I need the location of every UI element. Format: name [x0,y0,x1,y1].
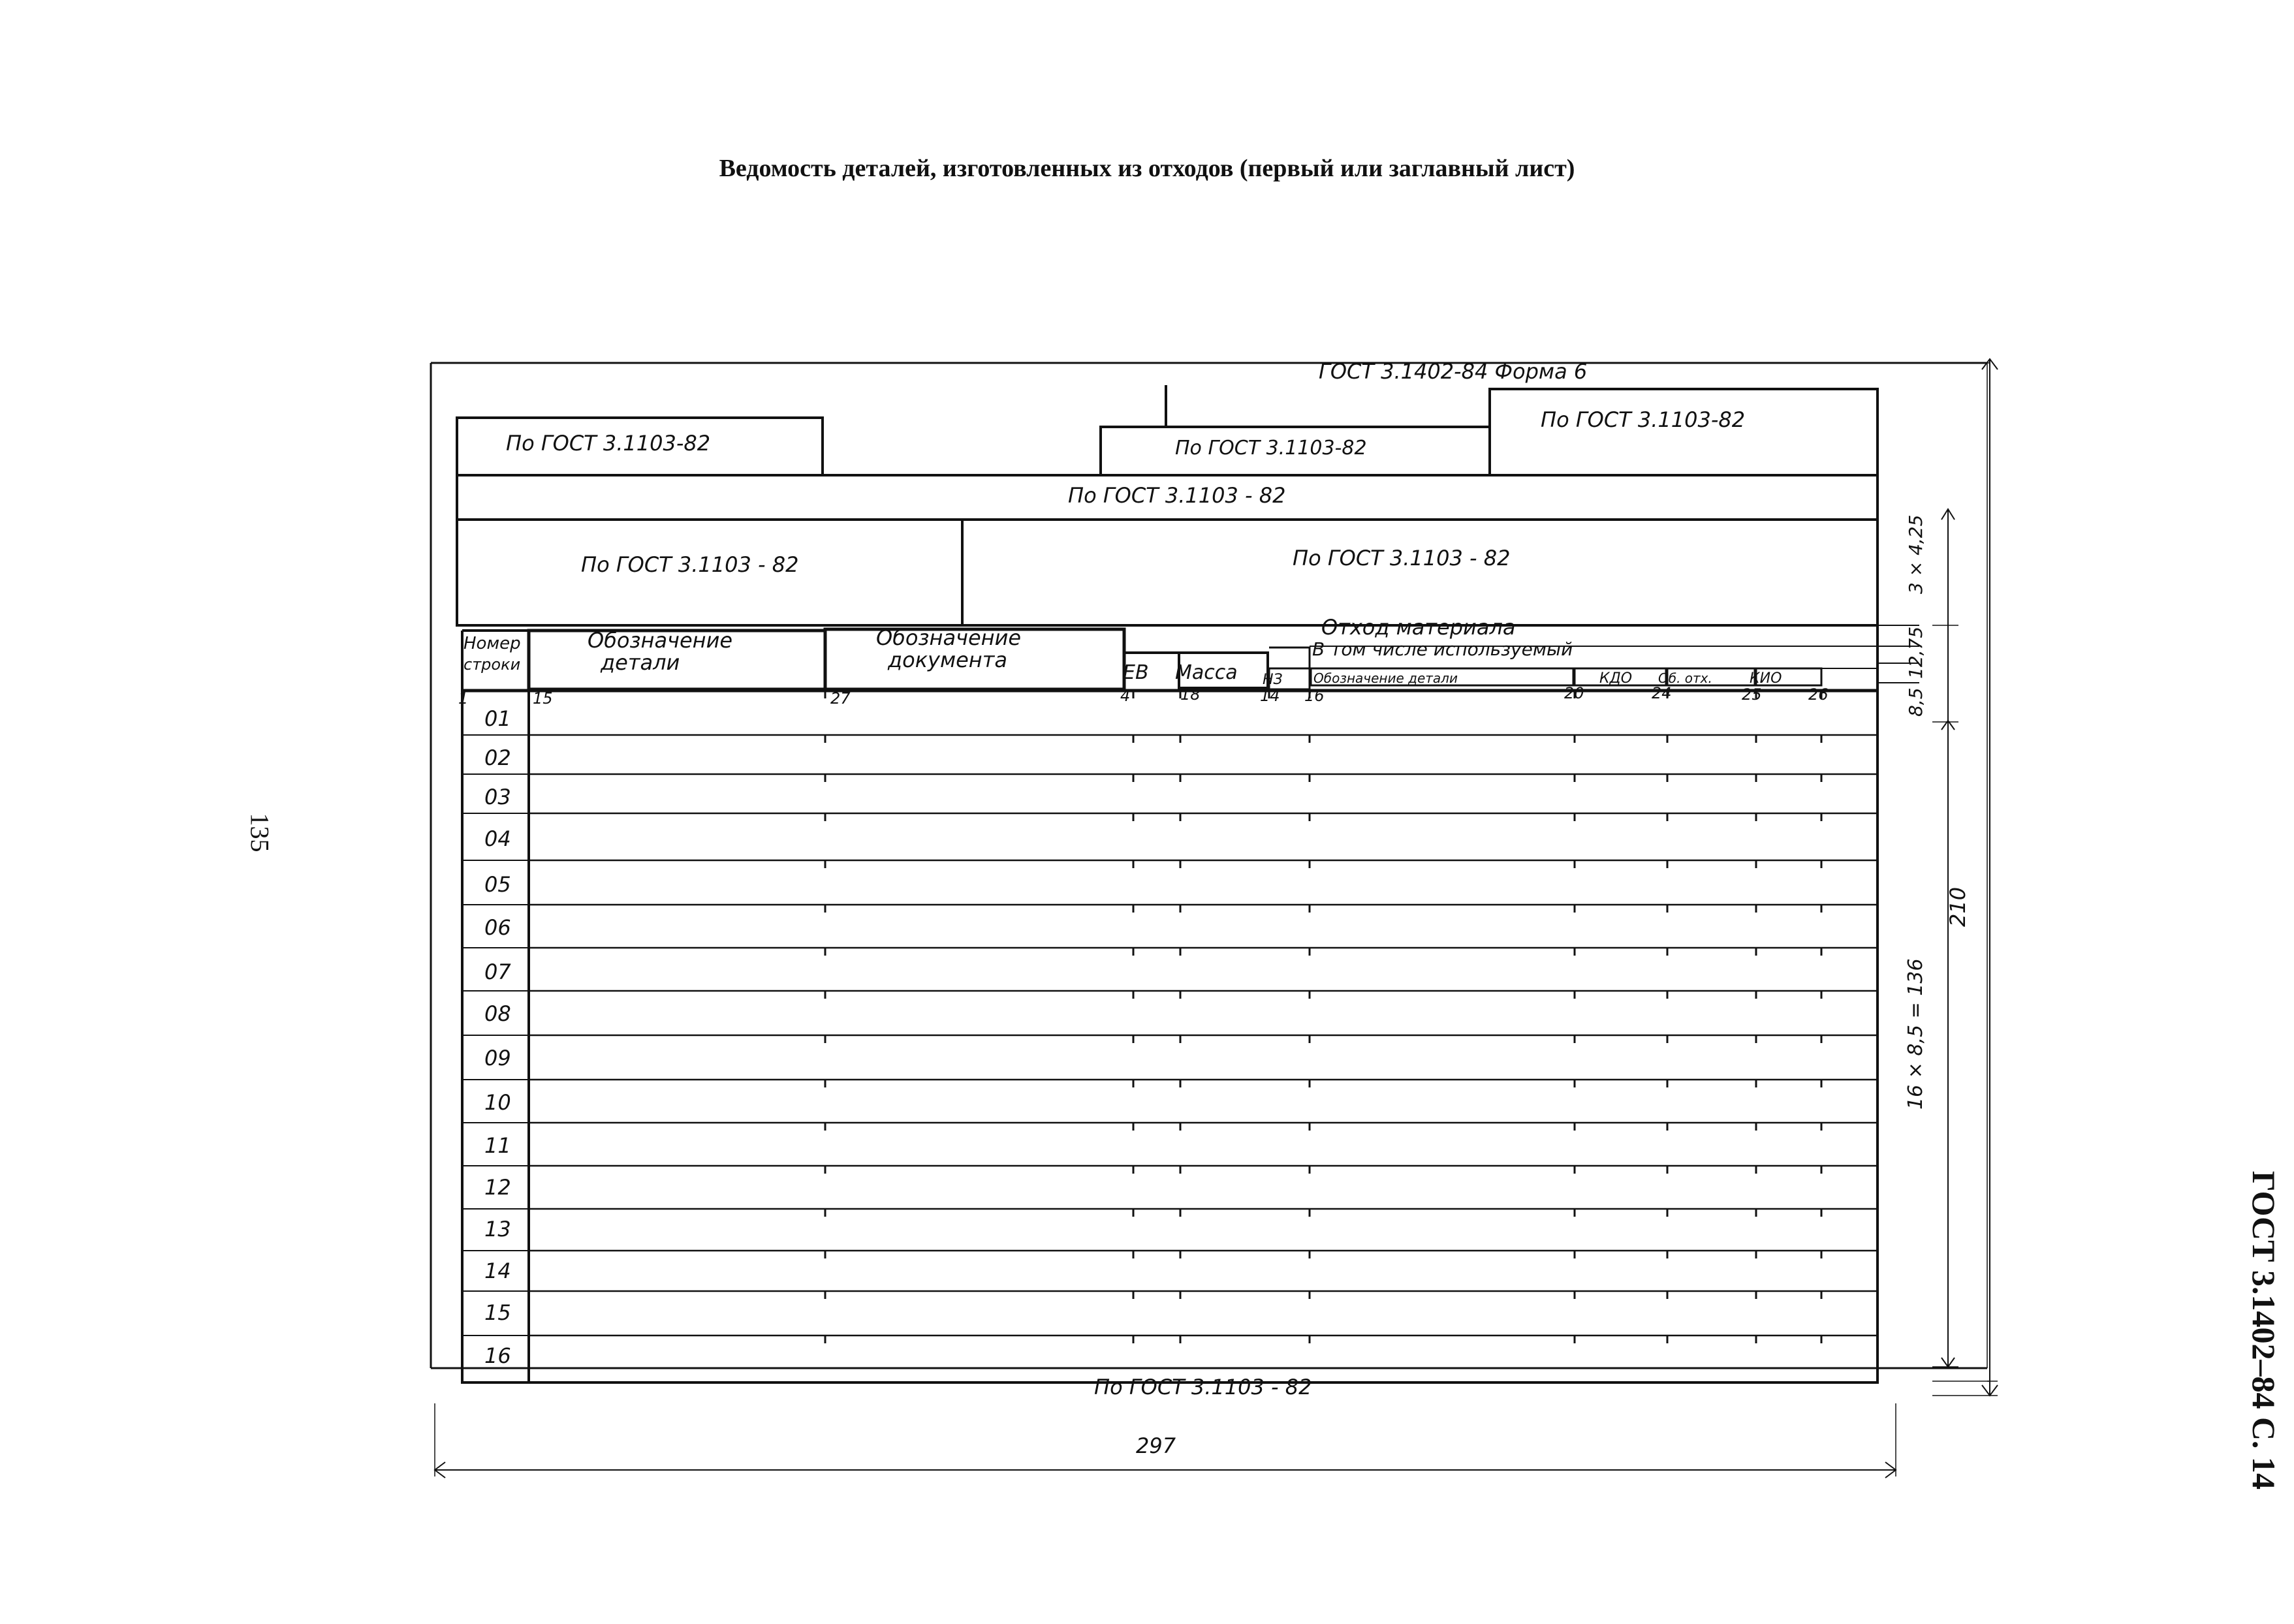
row-number: 04 [484,826,511,851]
stamp-left: По ГОСТ 3.1103-82 [506,431,711,456]
standard-reference: ГОСТ 3.1402–84 С. 14 [2246,1170,2282,1490]
header-doc-2: документа [888,648,1007,672]
row-number: 16 [484,1343,511,1368]
dim-row-height: 8,5 [1905,687,1926,717]
row-number: 01 [484,706,511,731]
header-detail-1: Обозначение [588,628,733,653]
dim-width-total: 297 [1136,1433,1176,1458]
col-width-5: 18 [1180,685,1201,704]
row-number: 09 [484,1046,511,1070]
row-number: 11 [484,1133,511,1158]
header-kio: КИО [1750,670,1782,687]
col-width-7: 16 [1304,687,1325,705]
dim-height-total: 210 [1945,886,1970,927]
col-width-11: 26 [1808,685,1829,704]
row-number: 12 [484,1175,511,1200]
header-ob-otx: Об. отх. [1658,670,1712,686]
dim-header-rows: 3 × 4,25 [1905,514,1926,594]
band-full: По ГОСТ 3.1103 - 82 [1068,483,1286,508]
stamp-mid: По ГОСТ 3.1103-82 [1175,437,1367,460]
header-nz: НЗ [1263,672,1283,688]
col-width-4: 4 [1120,687,1131,705]
row-number: 13 [484,1217,511,1241]
header-incl: В том числе используемый [1312,638,1573,660]
header-doc-1: Обозначение [876,625,1022,650]
row-number: 05 [484,872,511,897]
row-number: 06 [484,915,511,940]
row-number: 15 [484,1300,511,1325]
page-number: 135 [245,813,275,852]
header-waste: Отход материала [1321,615,1516,640]
form-name: ГОСТ 3.1402-84 Форма 6 [1319,359,1588,384]
header-row-num-1: Номер [464,634,521,653]
header-row-num-2: строки [464,655,521,674]
row-number: 14 [484,1258,511,1283]
header-kdo: КДО [1599,670,1633,687]
page-title: Ведомость деталей, изготовленных из отходов (первый или заглавный лист) [719,155,1575,182]
col-width-6: 14 [1260,687,1280,705]
stamp-right: По ГОСТ 3.1103-82 [1541,407,1746,432]
big-left: По ГОСТ 3.1103 - 82 [581,552,799,577]
footer-stamp: По ГОСТ 3.1103 - 82 [1094,1375,1312,1399]
header-det-des: Обозначение детали [1313,670,1458,686]
big-right: По ГОСТ 3.1103 - 82 [1293,546,1511,570]
row-number: 02 [484,745,511,770]
header-ev: ЕВ [1123,661,1149,684]
col-width-3: 27 [830,689,851,708]
col-width-10: 25 [1742,685,1762,704]
dim-rows-block: 16 × 8,5 = 136 [1904,958,1927,1110]
col-width-1: 1 [458,689,469,708]
row-number: 08 [484,1001,511,1026]
header-mass: Масса [1175,661,1238,684]
col-width-2: 15 [533,689,553,708]
header-detail-2: детали [601,650,680,675]
row-number: 10 [484,1090,511,1115]
row-number: 03 [484,785,511,809]
col-width-8: 20 [1564,684,1584,702]
dim-header-band: 12,75 [1905,626,1926,679]
row-number: 07 [484,960,511,984]
col-width-9: 24 [1652,684,1672,702]
